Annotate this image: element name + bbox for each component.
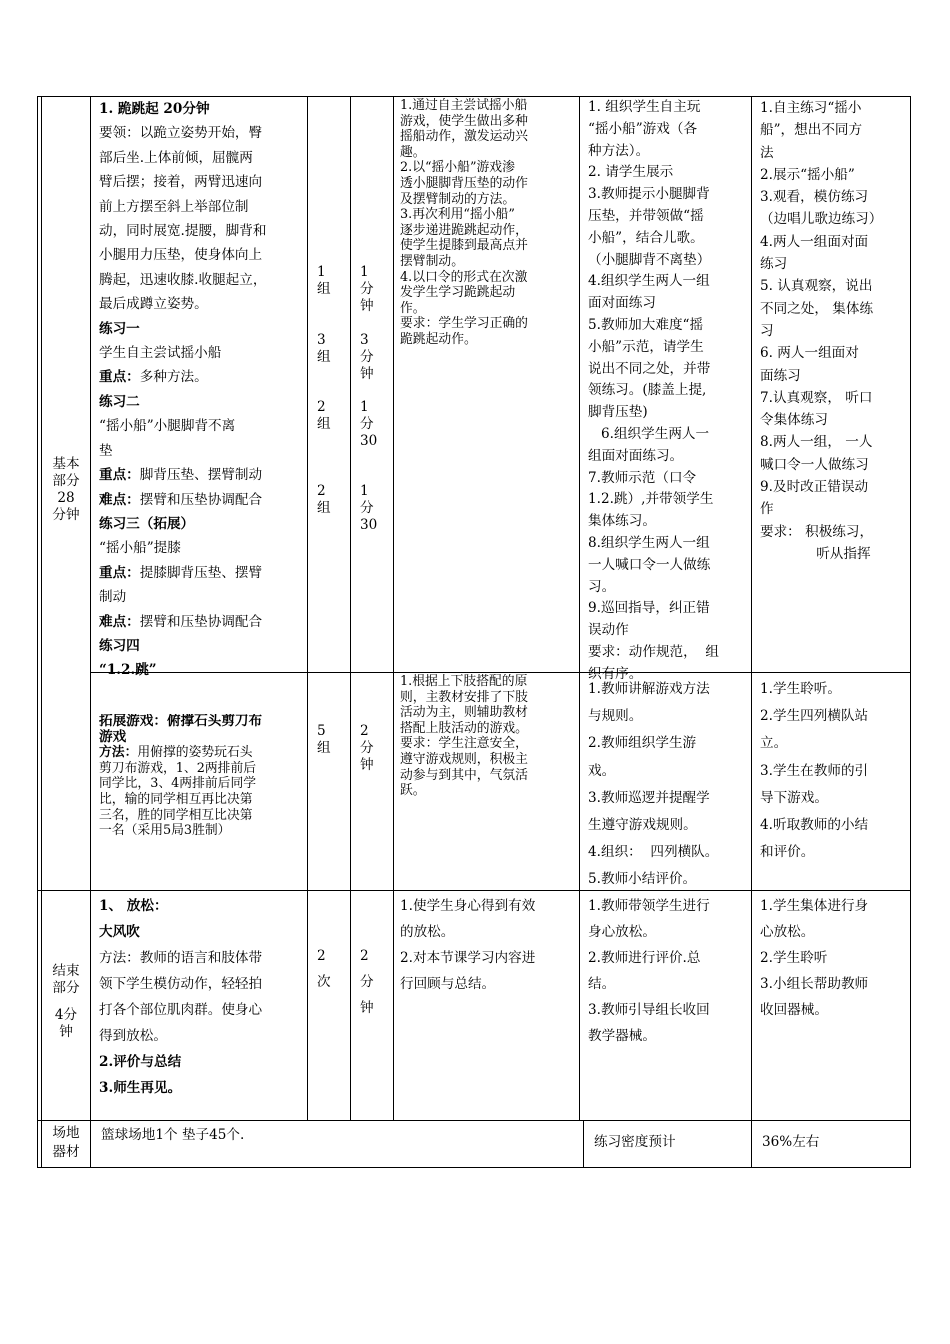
- time-count: [360, 399, 377, 450]
- end-student-cell: [760, 893, 910, 1023]
- difficulty-text: 摆臂和压垫协调配合: [139, 491, 263, 508]
- student-line: 面练习: [760, 367, 801, 384]
- end-content-cell: [99, 893, 304, 1101]
- time-num: 1: [360, 399, 369, 415]
- teacher-line: 戏。: [588, 762, 616, 779]
- student-line: 7.认真观察， 听口: [760, 389, 873, 406]
- key-label: 重点：: [99, 467, 140, 484]
- goal-line: 作。: [400, 300, 426, 316]
- time-num: 3: [360, 332, 369, 348]
- key-point: [99, 463, 304, 487]
- time-unit: 分: [360, 500, 374, 516]
- exercise-title: 练习三（拓展）: [99, 515, 195, 532]
- student-line: 1.学生集体进行身: [760, 898, 869, 914]
- game-goals-cell: [400, 674, 576, 799]
- method-line: 一名（采用5局3胜制）: [99, 823, 231, 839]
- student-line: 3.学生在教师的引: [760, 762, 869, 779]
- basic-teacher-cell: [588, 97, 750, 686]
- goal-line: 要求：学生注意安全，: [400, 736, 528, 752]
- student-line: 6. 两人一组面对: [760, 345, 859, 362]
- exercise-text: “1.2.跳”: [99, 662, 157, 679]
- method-line: 剪刀布游戏，1、2两排前后: [99, 760, 257, 776]
- col-divider-teacher: [751, 96, 752, 1120]
- student-line: 8.两人一组， 一人: [760, 434, 873, 451]
- time-unit: 钟: [360, 757, 374, 773]
- difficulty-point: [99, 610, 304, 634]
- teacher-line: 领练习。(膝盖上提,: [588, 382, 707, 399]
- footer-divider-b: [751, 1120, 752, 1168]
- time-num: 2: [360, 723, 369, 739]
- group-unit: 次: [317, 974, 331, 990]
- exercise-title: 练习二: [99, 393, 140, 410]
- basic-student-cell: [760, 97, 910, 565]
- student-line: 法: [760, 144, 774, 161]
- method-line: 打各个部位肌肉群。使身心: [99, 1002, 263, 1018]
- goal-line: 使学生提膝到最高点并: [400, 238, 528, 254]
- section-label-basic: [42, 456, 90, 524]
- key-point: [99, 561, 304, 585]
- teacher-line: 习。: [588, 578, 616, 595]
- teacher-line: 2.教师组织学生游: [588, 735, 697, 752]
- row-divider-end: [37, 890, 911, 891]
- teacher-line: 6.组织学生两人一: [588, 425, 710, 442]
- label-line: [42, 997, 90, 1007]
- key-point: [99, 365, 304, 389]
- student-line: 导下游戏。: [760, 789, 828, 806]
- goal-line: 1.使学生身心得到有效: [400, 898, 536, 914]
- goal-line: 游戏，使学生做出多种: [400, 113, 528, 129]
- time-unit: 分: [360, 416, 374, 432]
- label-line: 部分: [52, 980, 80, 996]
- essentials-line: 腾起，迅速收膝.收腿起立，: [99, 271, 267, 288]
- group-num: 2: [317, 399, 326, 415]
- student-line: 3.小组长帮助教师: [760, 976, 869, 992]
- time-unit: 钟: [360, 1000, 374, 1016]
- section-label-end: [42, 963, 90, 1041]
- teacher-line: 3.教师引导组长收回: [588, 1002, 710, 1018]
- teacher-line: 7.教师示范（口令: [588, 469, 697, 486]
- student-line: 收回器械。: [760, 1002, 828, 1018]
- table-border-bottom: [37, 1167, 911, 1168]
- time-unit: 分: [360, 740, 374, 756]
- essentials-line: 部后坐.上体前倾，屈髋两: [99, 149, 253, 166]
- content-title: 1. 跪跳起 20分钟: [99, 101, 210, 117]
- group-count: [317, 332, 331, 366]
- exercise-text: “摇小船”提膝: [99, 540, 181, 557]
- goal-line: 及摆臂制动的方法。: [400, 191, 516, 207]
- game-student-cell: [760, 676, 910, 866]
- student-line: 2.展示“摇小船”: [760, 166, 855, 183]
- time-unit: 钟: [360, 366, 374, 382]
- teacher-line: 压垫，并带领做“摇: [588, 207, 704, 224]
- time-unit: 分: [360, 349, 374, 365]
- teacher-line: 面对面练习: [588, 295, 656, 312]
- student-line: 作: [760, 501, 774, 518]
- teacher-line: 1.2.跳）,并带领学生: [588, 491, 714, 508]
- student-line: （边唱儿歌边练习）: [760, 211, 883, 228]
- student-line: 心放松。: [760, 924, 815, 940]
- goal-line: 透小腿脚背压垫的动作: [400, 175, 528, 191]
- goal-line: 3.再次利用“摇小船”: [400, 207, 515, 223]
- key-label: 重点：: [99, 369, 140, 386]
- group-count: [317, 483, 331, 517]
- group-unit: 组: [317, 500, 331, 516]
- game-group: [317, 723, 331, 757]
- teacher-line: 1.教师带领学生进行: [588, 898, 710, 914]
- label-line: 4分: [54, 1007, 78, 1023]
- label-line: 分钟: [52, 507, 80, 523]
- exercise-text: “摇小船”小腿脚背不离: [99, 418, 236, 435]
- goal-line: 趣。: [400, 144, 426, 160]
- time-unit: 30: [360, 433, 378, 449]
- goal-line: 1.通过自主尝试摇小船: [400, 98, 528, 113]
- end-item: 2.评价与总结: [99, 1054, 182, 1070]
- teacher-line: 一人喊口令一人做练: [588, 556, 711, 573]
- student-line: 1.自主练习“摇小: [760, 100, 862, 116]
- student-line: 2.学生四列横队站: [760, 708, 869, 725]
- teacher-line: 生遵守游戏规则。: [588, 817, 697, 834]
- teacher-line: 2.教师进行评价.总: [588, 950, 701, 966]
- goal-line: 活动为主，则辅助教材: [400, 705, 528, 721]
- group-unit: 组: [317, 416, 331, 432]
- teacher-line: 8.组织学生两人一组: [588, 534, 710, 551]
- teacher-line: 要求：动作规范， 组: [588, 643, 719, 660]
- teacher-line: 小船”示范，请学生: [588, 338, 704, 355]
- goal-line: 跪跳起动作。: [400, 331, 477, 347]
- teacher-line: 误动作: [588, 622, 629, 639]
- goal-line: 跃。: [400, 783, 426, 799]
- goal-line: 动参与到其中，气氛活: [400, 767, 528, 783]
- col-divider-goals: [579, 96, 580, 1120]
- teacher-line: 种方法）。: [588, 142, 650, 159]
- method-label: 方法：: [99, 745, 138, 761]
- teacher-line: “摇小船”游戏（各: [588, 120, 698, 137]
- label-line: 器材: [52, 1144, 80, 1160]
- teacher-line: 5.教师加大难度“摇: [588, 316, 704, 333]
- goal-line: 的放松。: [400, 924, 455, 940]
- time-num: 2: [360, 948, 369, 964]
- group-num: 5: [317, 723, 326, 739]
- essentials-line: 要领：以跪立姿势开始，臀: [99, 125, 263, 142]
- teacher-line: 组面对面练习。: [588, 447, 684, 464]
- teacher-line: 2. 请学生展示: [588, 164, 674, 181]
- table-border-left-outer: [37, 96, 38, 1168]
- end-time: [360, 943, 374, 1021]
- key-text: 脚背压垫、摆臂制动: [139, 467, 263, 484]
- goal-line: 1.根据上下肢搭配的原: [400, 674, 528, 689]
- teacher-line: 4.组织学生两人一组: [588, 273, 710, 290]
- exercise-text: 垫: [99, 442, 113, 459]
- essentials-line: 小腿用力压垫，使身体向上: [99, 247, 263, 264]
- row-divider-footer: [37, 1120, 911, 1121]
- teacher-line: 说出不同之处，并带: [588, 360, 711, 377]
- student-line: 和评价。: [760, 844, 815, 861]
- goal-line: 逐步递进跪跳起动作，: [400, 222, 528, 238]
- goal-line: 4.以口令的形式在次激: [400, 269, 528, 285]
- group-count: [317, 264, 331, 298]
- goal-line: 发学生学习跪跳起动: [400, 285, 516, 301]
- end-subtitle: 大风吹: [99, 924, 140, 940]
- label-line: 结束: [52, 963, 80, 979]
- density-value: 36%左右: [762, 1134, 820, 1150]
- goal-line: 摇船动作，激发运动兴: [400, 129, 528, 145]
- goal-line: 则，主教材安排了下肢: [400, 689, 528, 705]
- difficulty-text: 摆臂和压垫协调配合: [139, 613, 263, 630]
- student-line: 不同之处， 集体练: [760, 300, 874, 317]
- group-num: 3: [317, 332, 326, 348]
- time-unit: 30: [360, 517, 378, 533]
- teacher-line: 小船”，结合儿歌。: [588, 229, 704, 246]
- method-line: 领下学生模仿动作，轻轻拍: [99, 976, 263, 992]
- group-unit: 组: [317, 740, 331, 756]
- student-line: 练习: [760, 256, 788, 273]
- teacher-line: 集体练习。: [588, 513, 656, 530]
- time-unit: 钟: [360, 298, 374, 314]
- time-unit: 分: [360, 281, 374, 297]
- key-text: 多种方法。: [139, 369, 208, 386]
- student-line: 9.及时改正错误动: [760, 479, 869, 496]
- col-divider-content: [307, 96, 308, 1120]
- student-line: 要求： 积极练习，: [760, 523, 874, 540]
- time-count: [360, 483, 377, 534]
- label-line: 场地: [52, 1125, 80, 1141]
- time-unit: 分: [360, 974, 374, 990]
- footer-divider-a: [583, 1120, 584, 1168]
- difficulty-point: [99, 488, 304, 512]
- teacher-line: 身心放松。: [588, 924, 656, 940]
- teacher-line: 脚背压垫): [588, 404, 648, 421]
- method-line: 比，输的同学相互再比决第: [99, 791, 253, 807]
- teacher-line: 1. 组织学生自主玩: [588, 99, 701, 115]
- difficulty-label: 难点：: [99, 491, 140, 508]
- teacher-line: 3.教师巡逻并提醒学: [588, 789, 710, 806]
- game-title: 拓展游戏：俯撑石头剪刀布: [99, 714, 263, 729]
- teacher-line: 5.教师小结评价。: [588, 871, 697, 888]
- goal-line: 行回顾与总结。: [400, 976, 496, 992]
- label-line: 部分: [52, 473, 80, 489]
- student-line: 令集体练习: [760, 412, 828, 429]
- key-text-cont: 制动: [99, 589, 127, 606]
- exercise-title: 练习四: [99, 637, 140, 654]
- col-divider-group: [350, 96, 351, 1120]
- student-line: 习: [760, 322, 774, 339]
- student-line: 船”，想出不同方: [760, 122, 863, 139]
- exercise-title: 练习一: [99, 320, 140, 337]
- essentials-line: 前上方摆至斜上举部位制: [99, 198, 249, 215]
- difficulty-label: 难点：: [99, 613, 140, 630]
- teacher-line: 织有序。: [588, 665, 643, 682]
- teacher-line: （小腿脚背不离垫）: [588, 251, 711, 268]
- student-line: 喊口令一人做练习: [760, 456, 869, 473]
- label-line: 钟: [59, 1024, 73, 1040]
- time-count: [360, 264, 374, 315]
- basic-content-cell: [99, 97, 304, 683]
- student-line: 1.学生聆听。: [760, 681, 841, 697]
- teacher-line: 9.巡回指导，纠正错: [588, 600, 710, 617]
- teacher-line: 3.教师提示小腿脚背: [588, 186, 710, 203]
- method-line: 同学比，3、4两排前后同学: [99, 776, 257, 792]
- goal-line: 搭配上肢活动的游戏。: [400, 720, 528, 736]
- student-line: 4.听取教师的小结: [760, 817, 869, 834]
- footer-label: [42, 1124, 90, 1162]
- group-unit: 组: [317, 349, 331, 365]
- teacher-line: 4.组织： 四列横队。: [588, 844, 719, 861]
- group-unit: 组: [317, 281, 331, 297]
- goal-line: 要求：学生学习正确的: [400, 316, 528, 332]
- label-line: 基本: [52, 456, 80, 472]
- time-num: 1: [360, 264, 369, 280]
- goal-line: 遵守游戏规则，积极主: [400, 751, 528, 767]
- game-content-cell: [99, 714, 304, 839]
- teacher-line: 1.教师讲解游戏方法: [588, 681, 710, 697]
- game-time: [360, 723, 374, 774]
- student-line: 2.学生聆听: [760, 950, 828, 966]
- key-text: 提膝脚背压垫、摆臂: [139, 564, 263, 581]
- method-text: 用俯撑的姿势玩石头: [137, 745, 253, 761]
- group-num: 2: [317, 483, 326, 499]
- teacher-line: 与规则。: [588, 708, 643, 725]
- end-item: 3.师生再见。: [99, 1080, 182, 1096]
- game-method: [99, 745, 304, 761]
- goal-line: 摆臂制动。: [400, 253, 464, 269]
- basic-goals-cell: [400, 98, 576, 348]
- exercise-text: 学生自主尝试摇小船: [99, 345, 222, 362]
- student-line: 5. 认真观察，说出: [760, 278, 873, 295]
- method-line: 三名，胜的同学相互比决第: [99, 807, 253, 823]
- essentials-line: 最后成蹲立姿势。: [99, 296, 208, 313]
- end-title: 1、 放松：: [99, 898, 168, 914]
- student-line: 立。: [760, 735, 788, 752]
- end-group: [317, 943, 331, 995]
- group-num: 2: [317, 948, 326, 964]
- end-goals-cell: [400, 893, 576, 997]
- essentials-line: 动，同时展宽.提腰，脚背和: [99, 223, 267, 240]
- essentials-line: 臂后摆；接着，两臂迅速向: [99, 174, 263, 191]
- group-count: [317, 399, 331, 433]
- game-teacher-cell: [588, 676, 750, 894]
- equipment-text: 篮球场地1个 垫子45个.: [101, 1127, 245, 1143]
- teacher-line: 结。: [588, 976, 616, 992]
- key-label: 重点：: [99, 564, 140, 581]
- teacher-line: 教学器械。: [588, 1028, 656, 1044]
- student-line: 3.观看，模仿练习: [760, 189, 869, 206]
- density-label: 练习密度预计: [594, 1134, 676, 1150]
- student-line: 听从指挥: [760, 545, 871, 562]
- group-num: 1: [317, 264, 326, 280]
- label-line: 28: [57, 490, 75, 506]
- goal-line: 2.对本节课学习内容进: [400, 950, 536, 966]
- method-line: 得到放松。: [99, 1028, 167, 1044]
- method-line: 方法：教师的语言和肢体带: [99, 950, 263, 966]
- col-divider-time: [393, 96, 394, 1120]
- game-title-cont: 游戏: [99, 728, 127, 745]
- end-teacher-cell: [588, 893, 750, 1049]
- student-line: 4.两人一组面对面: [760, 233, 869, 250]
- time-num: 1: [360, 483, 369, 499]
- goal-line: 2.以“摇小船”游戏渗: [400, 160, 515, 176]
- table-border-right: [910, 96, 911, 1168]
- col-divider-label: [90, 96, 91, 1168]
- time-count: [360, 332, 374, 383]
